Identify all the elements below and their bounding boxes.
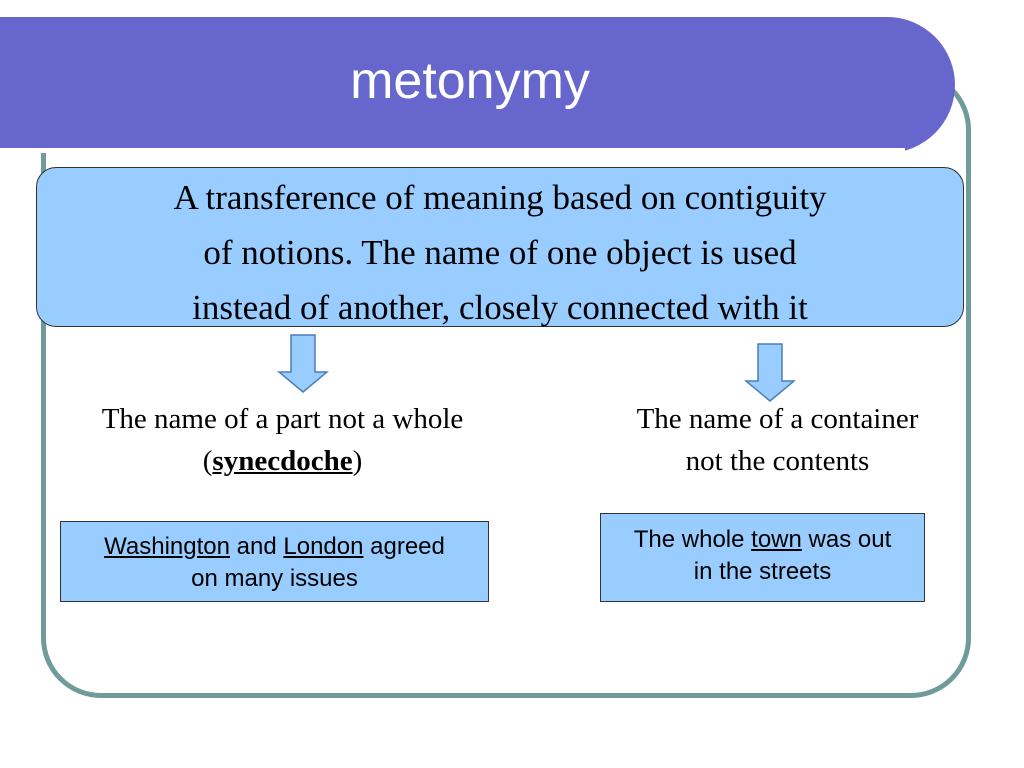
title-underline	[0, 148, 905, 153]
right-branch-label-line-1: The name of a container	[636, 403, 919, 435]
example-word-london: London	[283, 533, 364, 560]
left-example-line-2: on many issues	[191, 565, 358, 592]
left-branch-label	[55, 398, 510, 482]
open-paren: (	[202, 445, 213, 477]
right-example-line-1	[601, 524, 924, 556]
definition-line-2: of notions. The name of one object is used	[203, 233, 797, 272]
right-branch-label-line-2: not the contents	[685, 445, 870, 477]
slide-frame	[41, 70, 971, 698]
definition-box	[36, 167, 964, 327]
left-branch-label-line-1: The name of a part not a whole	[101, 403, 464, 435]
example-word-town: town	[751, 526, 802, 553]
example-word-washington: Washington	[104, 533, 230, 560]
slide-title: metonymy	[350, 52, 590, 110]
right-example-box	[600, 513, 925, 602]
example-and: and	[229, 533, 284, 560]
synecdoche-term: synecdoche	[212, 445, 353, 477]
definition-line-1: A transference of meaning based on contiguity	[173, 178, 827, 217]
example-agreed: agreed	[363, 533, 445, 560]
right-branch-label	[600, 398, 955, 482]
definition-line-3: instead of another, closely connected with it	[192, 288, 808, 327]
example-post: was out	[801, 526, 892, 553]
example-pre: The whole	[633, 526, 752, 553]
left-branch-label-line-2	[55, 440, 510, 482]
right-example-line-2: in the streets	[693, 558, 832, 585]
left-example-box	[60, 521, 489, 602]
left-example-line-1	[61, 531, 488, 563]
right-down-arrow-icon	[744, 343, 796, 403]
left-down-arrow-icon	[277, 334, 329, 394]
close-paren: )	[352, 445, 363, 477]
